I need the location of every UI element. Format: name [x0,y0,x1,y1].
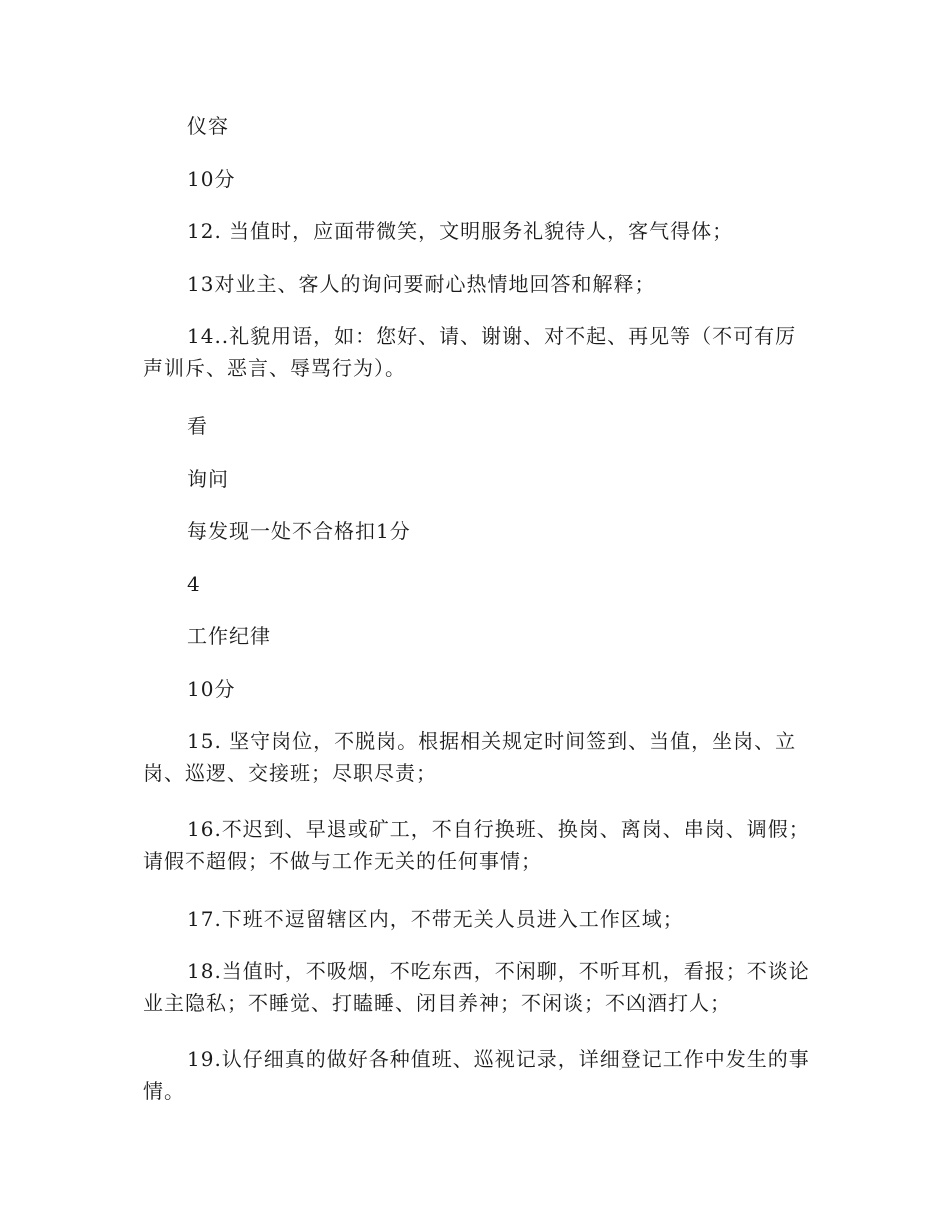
paragraph-item-15: 15. 坚守岗位，不脱岗。根据相关规定时间签到、当值，坐岗、立岗、巡逻、交接班；尽职尽责； [143,729,797,785]
paragraph-section-number: 4 [187,572,201,596]
paragraph-method-look: 看 [187,414,208,438]
paragraph-section-title-discipline: 工作纪律 [187,624,271,648]
paragraph-section-title-appearance: 仪容 [187,114,229,138]
paragraph-score: 10分 [187,677,236,701]
paragraph-item-13: 13对业主、客人的询问要耐心热情地回答和解释； [187,272,656,296]
paragraph-deduction-rule: 每发现一处不合格扣1分 [187,519,411,543]
paragraph-item-12: 12. 当值时，应面带微笑，文明服务礼貌待人，客气得体； [187,219,734,243]
paragraph-item-18: 18.当值时，不吸烟，不吃东西，不闲聊，不听耳机，看报；不谈论业主隐私；不睡觉、打瞌睡、闭目养神；不闲谈；不凶酒打人； [143,959,810,1015]
paragraph-method-ask: 询问 [187,467,229,491]
paragraph-item-19: 19.认仔细真的做好各种值班、巡视记录，详细登记工作中发生的事情。 [143,1047,810,1103]
paragraph-item-14: 14..礼貌用语，如：您好、请、谢谢、对不起、再见等（不可有厉声训斥、恶言、辱骂行为）。 [143,324,797,380]
paragraph-item-16: 16.不迟到、早退或矿工，不自行换班、换岗、离岗、串岗、调假；请假不超假；不做与工作无关的任何事情； [143,817,810,873]
paragraph-item-17: 17.下班不逗留辖区内，不带无关人员进入工作区域； [187,907,684,931]
paragraph-score: 10分 [187,167,236,191]
